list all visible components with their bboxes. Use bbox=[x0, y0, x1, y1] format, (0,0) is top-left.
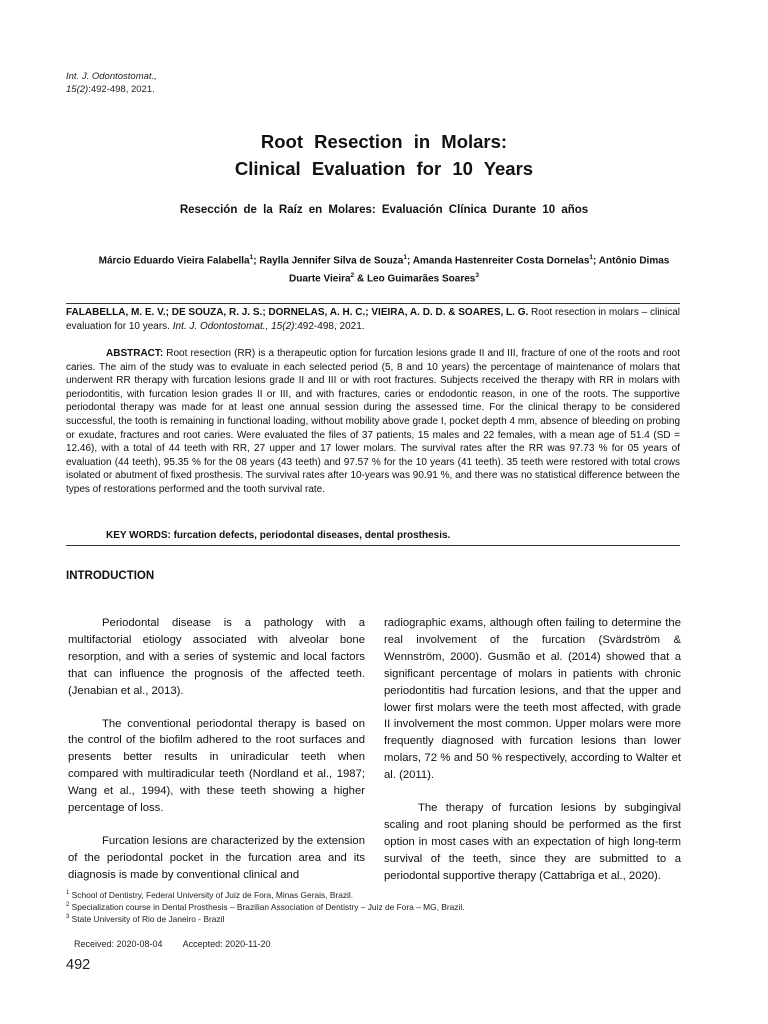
abstract-text: Root resection (RR) is a therapeutic option for furcation lesions grade II and III, fracture of one of the roots and root caries. The aim of the study was to evaluate in each selected period (5, 8 and 10 years) the percentage of maintenance of molars that underwent RR therapy with furcation lesions grade II and III or with root fractures. Subjects received the therapy with RR in molars with periodontitis, with furcation lesion grades II or III, and with fractures, caries or endodontic reason, in one of the roots. The supportive periodontal therapy was made for at least one annual session during the assessed time. For the clinical therapy to be considered successful, the tooth is remaining in functional loading, without mobility above grade I, pocket depth 4 mm, absence of bleeding on probing or exudate, fractures and root caries. Were evaluated the files of 37 patients, 15 males and 22 females, with a mean age of 51.4 (SD = 12.46), with a total of 44 teeth with RR, 27 upper and 17 lower molars. The survival rates after the RR was 97.73 % for 05 years of evaluation (44 teeth), 95.35 % for the 08 years (43 teeth) and 97.57 % for the 10 years (41 teeth). 35 teeth were restored with total crows isolated or abutment of fixed prosthesis. The survival rates after 10-years was 90.91 %, and there was no statistical difference between the types of restorations performed and the tooth survival rate. bbox=[66, 348, 680, 495]
paragraph: Periodontal disease is a pathology with a multifactorial etiology associated with alveolar bone resorption, and with a series of systemic and local factors that can influence the prognosis of the affected teeth. (Jenabian et al., 2013). bbox=[68, 617, 365, 697]
footnote-3: $^3$ State University of Rio de Janeiro - Brazil bbox=[66, 913, 225, 924]
author-4: Antônio Dimas Duarte Vieira bbox=[289, 255, 670, 285]
spanish-title: Resección de la Raíz en Molares: Evaluación Clínica Durante 10 años bbox=[179, 204, 589, 216]
article-title bbox=[0, 128, 768, 182]
abstract bbox=[66, 347, 680, 497]
text-column-left bbox=[68, 615, 365, 884]
footnote-1: $^1$ School of Dentistry, Federal University of Juiz de Fora, Minas Gerais, Brazil. bbox=[66, 889, 354, 900]
author-3: Amanda Hastenreiter Costa Dornelas bbox=[412, 255, 590, 267]
author-4-affiliation: 2 bbox=[350, 272, 355, 280]
section-heading-introduction: INTRODUCTION bbox=[66, 570, 155, 582]
paragraph: Furcation lesions are characterized by the extension of the periodontal pocket in the furcation area and its diagnosis is made by conventional clinical and bbox=[68, 834, 365, 881]
title-line-2: Clinical Evaluation for 10 Years bbox=[234, 158, 534, 179]
journal-name: Int. J. Odontostomat., bbox=[66, 71, 157, 82]
keywords: KEY WORDS: furcation defects, periodontal diseases, dental prosthesis. bbox=[106, 530, 451, 541]
journal-reference bbox=[66, 70, 157, 96]
abstract-label: ABSTRACT: bbox=[106, 348, 164, 359]
citation-pages: :492-498, 2021. bbox=[294, 321, 365, 332]
top-divider bbox=[66, 303, 680, 304]
author-1: Márcio Eduardo Vieira Falabella bbox=[98, 255, 250, 267]
paragraph: The conventional periodontal therapy is based on the control of the biofilm adhered to the root surfaces and presents better results in uniradicular teeth when compared with multiradicular teeth (Nordland et al., 1987; Wang et al., 1994), with these teeth showing a higher percentage of loss. bbox=[68, 717, 365, 815]
title-line-1: Root Resection in Molars: bbox=[260, 131, 508, 152]
received-date: Received: 2020-08-04 bbox=[74, 939, 163, 949]
text-column-right bbox=[384, 615, 681, 885]
article-dates bbox=[74, 939, 270, 949]
citation-title: Root resection in molars – clinical evaluation for 10 years. bbox=[66, 307, 680, 332]
author-5-affiliation: 3 bbox=[475, 272, 479, 280]
footnote-2: $^2$ Specialization course in Dental Prosthesis – Brazilian Association of Dentistry – Juiz de Fora – MG, Brazil. bbox=[66, 901, 465, 912]
journal-pages: :492-498, 2021. bbox=[88, 84, 155, 95]
bottom-divider bbox=[66, 545, 680, 546]
author-3-affiliation: 1 bbox=[589, 254, 594, 261]
author-2-affiliation: 1 bbox=[403, 254, 407, 261]
author-5: Leo Guimarães Soares bbox=[366, 273, 476, 285]
citation-authors: FALABELLA, M. E. V.; DE SOUZA, R. J. S.; DORNELAS, A. H. C.; VIEIRA, A. D. D. & SOARES, L. G. bbox=[66, 307, 529, 318]
author-list: Márcio Eduardo Vieira Falabella$^1$; Raylla Jennifer Silva de Souza$^1$; Amanda Hastenreiter Costa Dornelas$^1$; Antônio Dimas Duarte Vieira$^2$ & Leo Guimarães Soares$^3$ bbox=[98, 254, 670, 285]
page-number: 492 bbox=[66, 957, 91, 973]
citation-journal: Int. J. Odontostomat., 15(2) bbox=[172, 321, 295, 332]
citation-block bbox=[66, 306, 680, 334]
journal-volume: 15(2) bbox=[66, 84, 89, 95]
author-2: Raylla Jennifer Silva de Souza bbox=[259, 255, 404, 267]
paragraph: radiographic exams, although often failing to determine the real involvement of the furcation (Svärdström & Wennström, 2000). Gusmão et al. (2014) showed that a significant percentage of molars in patients with chronic periodontitis had furcation lesions, and that the upper and lower first molars were the teeth most affected, with grade II involvement the most common. Upper molars were more frequently diagnosed with furcation lesions than lower molars, 72 % and 50 % respectively, according to Walter et al. (2011). bbox=[384, 617, 681, 782]
paragraph: The therapy of furcation lesions by subgingival scaling and root planing should be performed as the first option in most cases with an expectation of high long-term survival of the teeth, since they are submitted to a periodontal supportive therapy (Cattabriga et al., 2020). bbox=[384, 802, 681, 882]
author-1-affiliation: 1 bbox=[249, 254, 254, 261]
accepted-date: Accepted: 2020-11-20 bbox=[182, 939, 271, 949]
